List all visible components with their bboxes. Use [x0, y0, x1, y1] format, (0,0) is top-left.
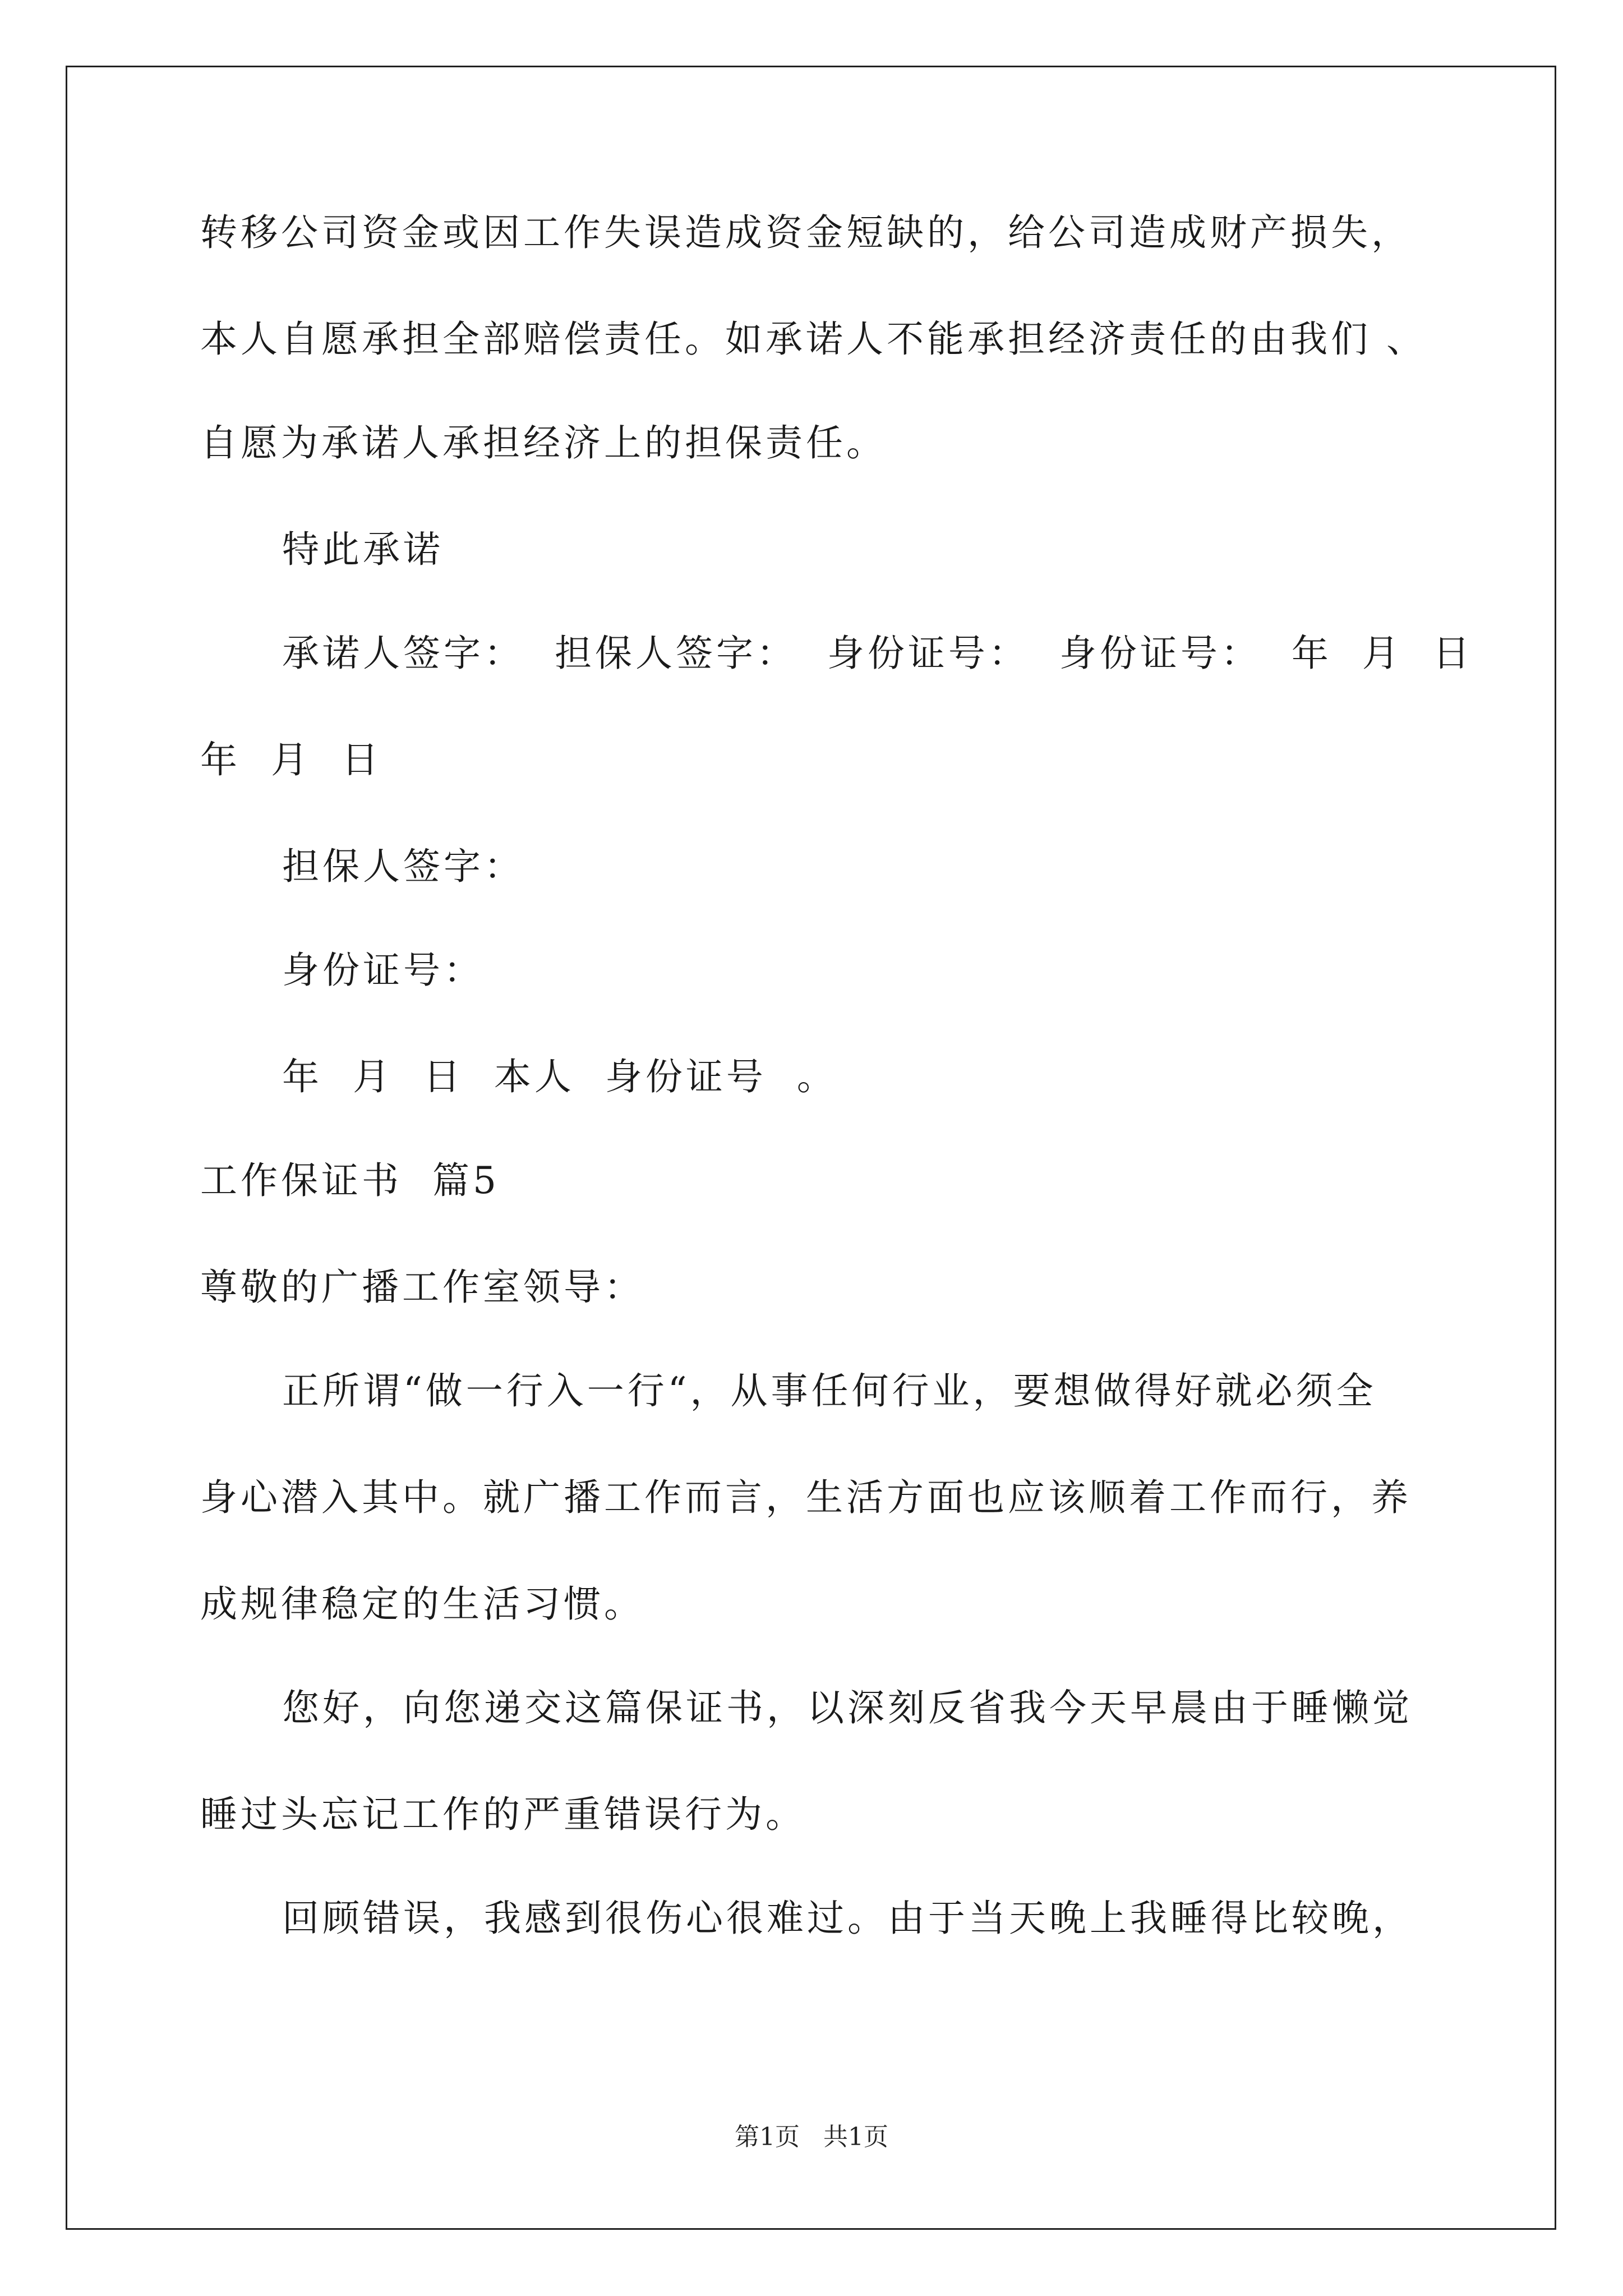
date-line: 年 月 日	[200, 738, 382, 781]
salutation: 尊敬的广播工作室领导：	[200, 1266, 644, 1309]
date-id-line: 年 月 日 本人 身份证号 。	[282, 1055, 837, 1098]
paragraph-line: 您好，向您递交这篇保证书，以深刻反省我今天早晨由于睡懒觉	[282, 1686, 1413, 1729]
paragraph-line: 自愿为承诺人承担经济上的担保责任。	[200, 421, 887, 464]
paragraph-line: 身心潜入其中。就广播工作而言，生活方面也应该顺着工作而行，养	[200, 1476, 1412, 1519]
guarantor-signature-line: 担保人签字：	[282, 845, 524, 888]
paragraph-line: 成规律稳定的生活习惯。	[200, 1582, 644, 1626]
id-number-line: 身份证号：	[282, 949, 484, 992]
paragraph-line: 睡过头忘记工作的严重错误行为。	[200, 1793, 806, 1836]
paragraph-line: 回顾错误，我感到很伤心很难过。由于当天晚上我睡得比较晚，	[282, 1897, 1413, 1940]
section-heading: 工作保证书 篇5	[200, 1159, 500, 1202]
closing-phrase: 特此承诺	[282, 528, 444, 571]
paragraph-line: 本人自愿承担全部赔偿责任。如承诺人不能承担经济责任的由我们 、	[200, 318, 1427, 361]
paragraph-line: 正所谓“做一行入一行“，从事任何行业，要想做得好就必须全	[282, 1369, 1377, 1412]
signature-line: 承诺人签字： 担保人签字： 身份证号： 身份证号： 年 月 日	[282, 632, 1473, 675]
page-footer: 第1页 共1页	[735, 2123, 888, 2151]
paragraph-line: 转移公司资金或因工作失误造成资金短缺的，给公司造成财产损失，	[200, 211, 1412, 254]
